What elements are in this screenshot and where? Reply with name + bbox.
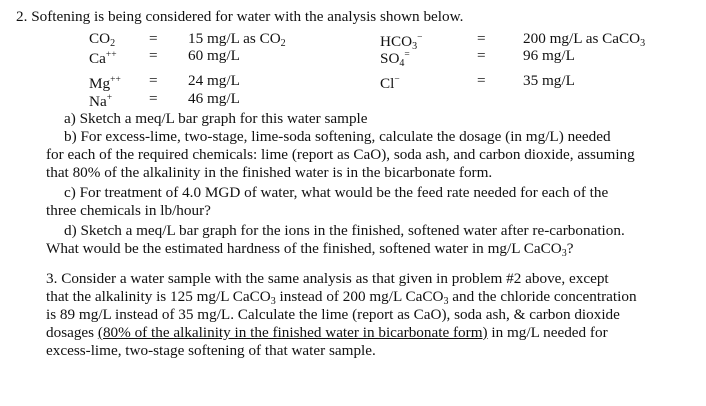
analysis-value-ca: 60 mg/L xyxy=(188,47,240,64)
analysis-eq-mg: = xyxy=(149,72,158,89)
analysis-species-hco3: $HCO_3^-$ xyxy=(380,33,423,52)
analysis-value-cl: 35 mg/L xyxy=(523,72,575,89)
problem-3-line-1: 3. Consider a water sample with the same analysis as that given in problem #2 above, except xyxy=(46,270,609,287)
analysis-eq-na: = xyxy=(149,90,158,107)
analysis-value-mg: 24 mg/L xyxy=(188,72,240,89)
problem-3-line-3: is 89 mg/L instead of 35 mg/L. Calculate the lime (report as CaO), soda ash, & carbon dioxide xyxy=(46,306,620,323)
part-d-line-2: What would be the estimated hardness of the finished, softened water in mg/L CaCO$_3$? xyxy=(46,240,574,259)
part-d-line-1: d) Sketch a meq/L bar graph for the ions in the finished, softened water after re-carbonation. xyxy=(64,222,625,239)
analysis-eq-ca: = xyxy=(149,47,158,64)
problem-2-heading: 2. Softening is being considered for water with the analysis shown below. xyxy=(16,8,464,25)
problem-3-line-2: that the alkalinity is 125 mg/L CaCO$_3$ instead of 200 mg/L CaCO$_3$ and the chloride concentration xyxy=(46,288,637,307)
analysis-value-so4: 96 mg/L xyxy=(523,47,575,64)
problem-3-line-4: dosages (80% of the alkalinity in the finished water in bicarbonate form) in mg/L needed for xyxy=(46,324,608,341)
problem-3-underlined-note: (80% of the alkalinity in the finished water in bicarbonate form) xyxy=(97,324,488,341)
part-b-line-1: b) For excess-lime, two-stage, lime-soda softening, calculate the dosage (in mg/L) needed xyxy=(64,128,611,145)
analysis-eq-hco3: = xyxy=(477,30,486,47)
part-b-line-3: that 80% of the alkalinity in the finished water is in the bicarbonate form. xyxy=(46,164,493,181)
analysis-species-mg: Mg++ xyxy=(89,75,121,92)
analysis-eq-so4: = xyxy=(477,47,486,64)
analysis-species-cl: Cl− xyxy=(380,75,400,92)
analysis-species-ca: Ca++ xyxy=(89,50,117,67)
part-c-line-1: c) For treatment of 4.0 MGD of water, what would be the feed rate needed for each of the xyxy=(64,184,609,201)
part-b-line-2: for each of the required chemicals: lime (report as CaO), soda ash, and carbon dioxide, assuming xyxy=(46,146,635,163)
analysis-eq-co2: = xyxy=(149,30,158,47)
analysis-value-na: 46 mg/L xyxy=(188,90,240,107)
analysis-species-na: Na+ xyxy=(89,93,113,110)
part-c-line-2: three chemicals in lb/hour? xyxy=(46,202,211,219)
part-a-text: a) Sketch a meq/L bar graph for this water sample xyxy=(64,110,368,127)
analysis-value-hco3: 200 mg/L as CaCO$_3$ xyxy=(523,30,646,49)
problem-3-line-5: excess-lime, two-stage softening of that water sample. xyxy=(46,342,376,359)
analysis-species-co2: $CO_2$ xyxy=(89,30,116,49)
analysis-species-so4: $SO_4^=$ xyxy=(380,50,410,69)
analysis-value-co2: 15 mg/L as $CO_2$ xyxy=(188,30,286,49)
analysis-eq-cl: = xyxy=(477,72,486,89)
